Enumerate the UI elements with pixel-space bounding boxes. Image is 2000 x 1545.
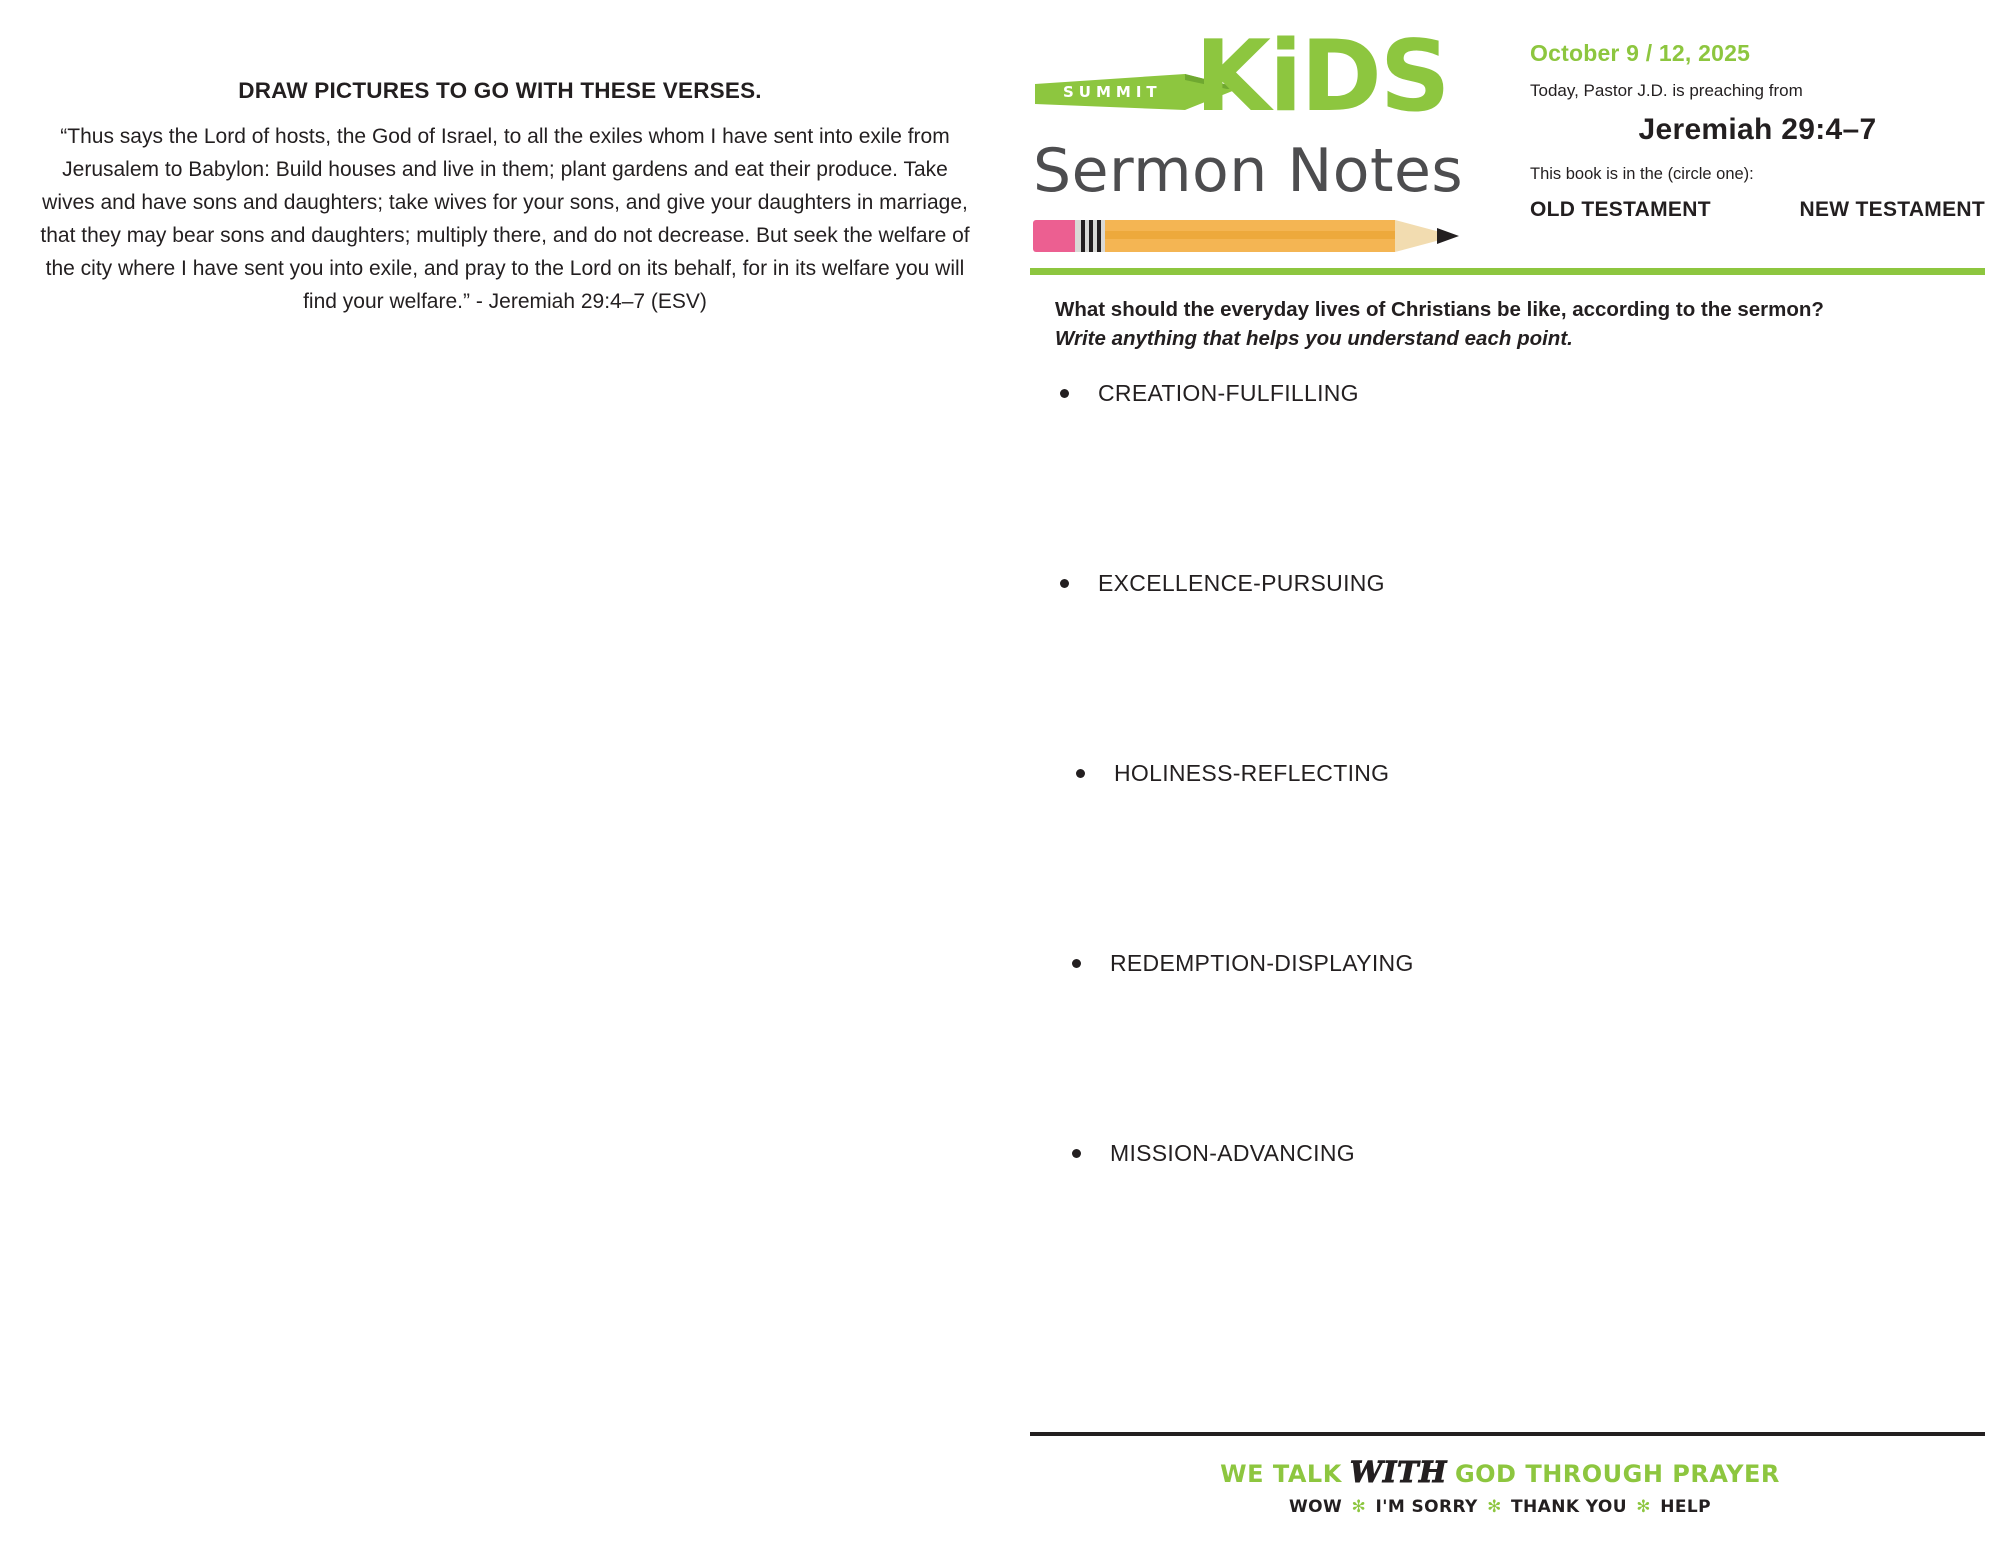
footer-headline bbox=[1220, 1455, 1780, 1489]
sermon-passage: Jeremiah 29:4–7 bbox=[1638, 113, 1877, 146]
green-divider bbox=[1030, 268, 1985, 275]
verse-text: “Thus says the Lord of hosts, the God of Israel, to all the exiles whom I have sent into exile from Jerusalem to Babylon: Build houses and live in them; plant gardens and eat their produce. Take wives and have sons and daughters; take wives for your sons, and give your daughters in marriage, that they may bear sons and daughters; multiply there, and do not decrease. But seek the welfare of the city where I have sent you into exile, and pray to the Lord on its behalf, for in its welfare you will find your welfare.” - Jeremiah 29:4–7 (ESV) bbox=[40, 125, 970, 313]
footer-we-talk: WE TALK bbox=[1220, 1460, 1342, 1488]
sermon-date: October 9 / 12, 2025 bbox=[1530, 40, 1751, 66]
list-item bbox=[1060, 380, 1960, 570]
list-item bbox=[1060, 760, 1960, 950]
prompt-line-1: What should the everyday lives of Christians be like, according to the sermon? bbox=[1055, 298, 1824, 321]
sermon-notes-wordmark: Sermon Notes bbox=[1033, 136, 1464, 206]
list-item bbox=[1060, 950, 1960, 1140]
bullet-icon bbox=[1076, 769, 1085, 778]
draw-pictures-heading: DRAW PICTURES TO GO WITH THESE VERSES. bbox=[238, 78, 762, 103]
point-label: EXCELLENCE-PURSUING bbox=[1098, 570, 1385, 596]
bullet-icon bbox=[1060, 579, 1069, 588]
testament-choices bbox=[1530, 198, 1985, 222]
star-icon: ✻ bbox=[1636, 1497, 1651, 1517]
point-label: REDEMPTION-DISPLAYING bbox=[1110, 950, 1414, 976]
new-testament-option[interactable]: NEW TESTAMENT bbox=[1799, 198, 1985, 221]
sermon-points-list bbox=[1060, 380, 1960, 1330]
old-testament-option[interactable]: OLD TESTAMENT bbox=[1530, 198, 1711, 221]
point-label: CREATION-FULFILLING bbox=[1098, 380, 1359, 406]
footer-with: WITH bbox=[1349, 1455, 1447, 1489]
bottom-divider bbox=[1030, 1432, 1985, 1436]
sermon-prompt bbox=[1055, 295, 1985, 353]
footer-wow: WOW bbox=[1289, 1497, 1343, 1517]
point-label: HOLINESS-REFLECTING bbox=[1114, 760, 1390, 786]
point-label: MISSION-ADVANCING bbox=[1110, 1140, 1355, 1166]
star-icon: ✻ bbox=[1487, 1497, 1502, 1517]
list-item bbox=[1060, 570, 1960, 760]
star-icon: ✻ bbox=[1351, 1497, 1367, 1517]
bullet-icon bbox=[1060, 389, 1069, 398]
summit-ribbon-label: SUMMIT bbox=[1063, 83, 1162, 101]
footer-thank-you: THANK YOU bbox=[1511, 1497, 1627, 1517]
footer-god-through-prayer: GOD THROUGH PRAYER bbox=[1454, 1460, 1780, 1488]
bullet-icon bbox=[1072, 959, 1081, 968]
preaching-from-label: Today, Pastor J.D. is preaching from bbox=[1530, 81, 1803, 100]
sermon-header-info bbox=[1530, 40, 1985, 222]
summit-kids-logo bbox=[1025, 18, 1515, 248]
pencil-icon bbox=[1033, 216, 1501, 256]
prayer-footer bbox=[1000, 1455, 2000, 1517]
footer-help: HELP bbox=[1660, 1497, 1711, 1517]
footer-im-sorry: I'M SORRY bbox=[1375, 1497, 1478, 1517]
prompt-line-2: Write anything that helps you understand each point. bbox=[1055, 327, 1573, 350]
footer-prayer-words bbox=[1000, 1497, 2000, 1517]
kids-wordmark: KiDS bbox=[1195, 20, 1449, 134]
list-item bbox=[1060, 1140, 1960, 1330]
bullet-icon bbox=[1072, 1149, 1081, 1158]
right-page bbox=[1000, 0, 2000, 1545]
circle-one-label: This book is in the (circle one): bbox=[1530, 165, 1754, 183]
